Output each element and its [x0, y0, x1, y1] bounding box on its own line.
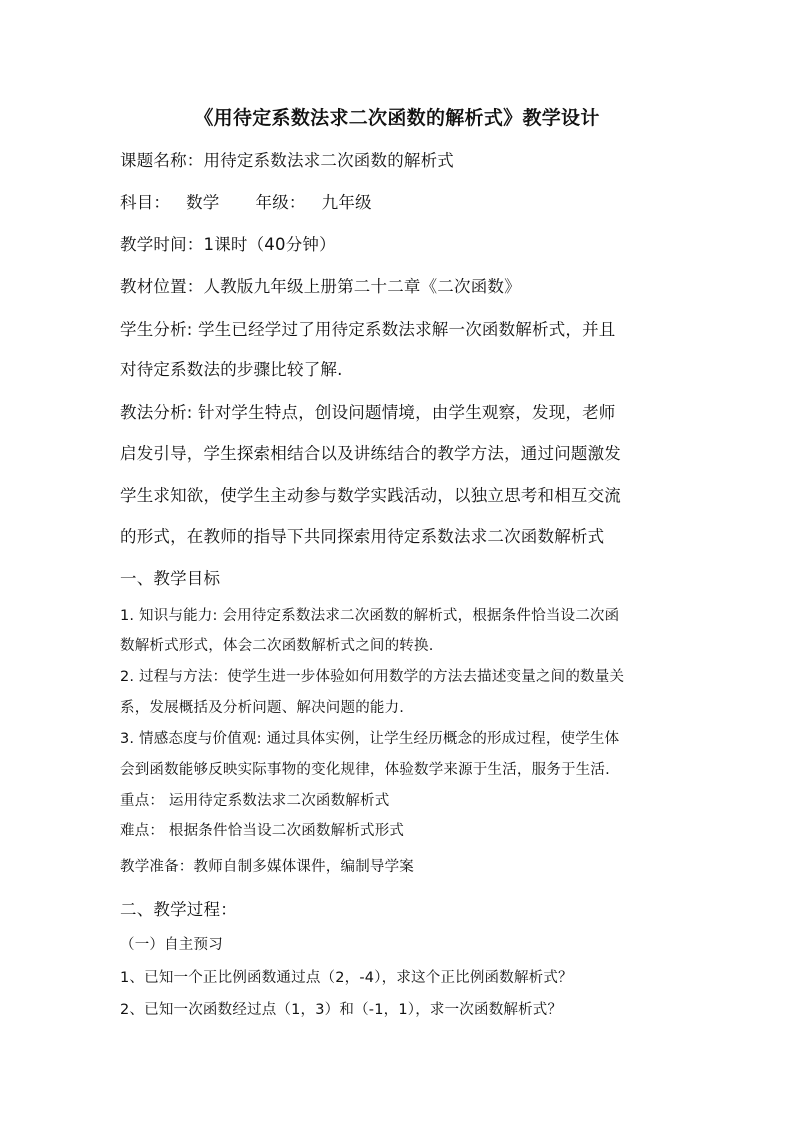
method-analysis-line: 学生求知欲，使学生主动参与数学实践活动，以独立思考和相互交流 [120, 486, 621, 505]
subject-value: 数学 [186, 193, 220, 212]
question-line: 1、已知一个正比例函数通过点（2，-4），求这个正比例函数解析式？ [120, 970, 573, 986]
goal-line: 2. 过程与方法：使学生进一步体验如何用数学的方法去描述变量之间的数量关 [120, 669, 625, 685]
goal-line: 3. 情感态度与价值观: 通过具体实例，让学生经历概念的形成过程，使学生体 [120, 731, 620, 747]
grade-label: 年级： [255, 193, 306, 212]
sub-heading: （一）自主预习 [120, 937, 223, 953]
subject-label: 科目： [120, 193, 171, 212]
section-heading: 一、教学目标 [120, 569, 221, 588]
grade-value: 九年级 [321, 193, 372, 212]
textbook-position: 教材位置：人教版九年级上册第二十二章《二次函数》 [120, 277, 521, 296]
student-analysis-line: 对待定系数法的步骤比较了解. [120, 360, 343, 379]
course-name: 课题名称：用待定系数法求二次函数的解析式 [120, 151, 454, 170]
teaching-time: 教学时间：1课时（40分钟） [120, 235, 336, 254]
method-analysis-line: 启发引导，学生探索相结合以及讲练结合的教学方法，通过问题激发 [120, 444, 621, 463]
question-line: 2、已知一次函数经过点（1，3）和（-1，1），求一次函数解析式？ [120, 1002, 563, 1018]
goal-line: 系，发展概括及分析问题、解决问题的能力. [120, 700, 405, 716]
method-analysis-line: 的形式，在教师的指导下共同探索用待定系数法求二次函数解析式 [120, 527, 605, 546]
difficulty: 难点： 根据条件恰当设二次函数解析式形式 [120, 823, 405, 839]
document-title: 《用待定系数法求二次函数的解析式》教学设计 [194, 107, 600, 129]
student-analysis-line: 学生分析: 学生已经学过了用待定系数法求解一次函数解析式，并且 [120, 320, 616, 339]
goal-line: 会到函数能够反映实际事物的变化规律，体验数学来源于生活，服务于生活. [120, 762, 610, 778]
goal-line: 1. 知识与能力: 会用待定系数法求二次函数的解析式，根据条件恰当设二次函 [120, 608, 620, 624]
method-analysis-line: 教法分析: 针对学生特点，创设问题情境，由学生观察，发现，老师 [120, 403, 616, 422]
key-point: 重点： 运用待定系数法求二次函数解析式 [120, 793, 390, 809]
section-heading: 二、教学过程： [120, 900, 237, 919]
preparation: 教学准备：教师自制多媒体课件，编制导学案 [120, 859, 414, 875]
goal-line: 数解析式形式，体会二次函数解析式之间的转换. [120, 638, 434, 654]
subject-grade-line [120, 189, 372, 213]
